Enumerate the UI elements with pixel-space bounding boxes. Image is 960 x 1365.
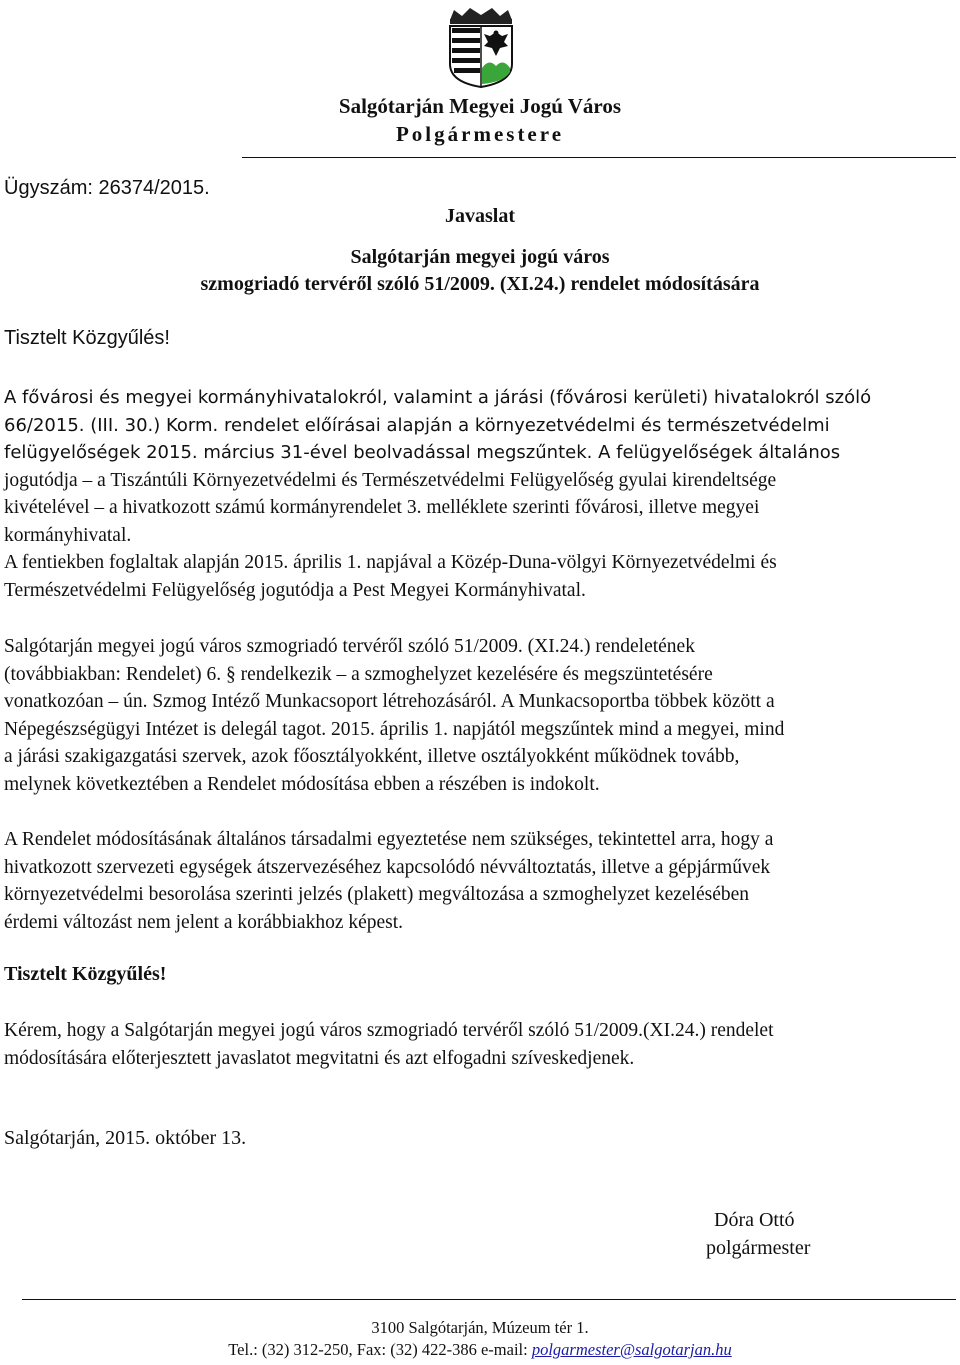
paragraph-line: kormányhivatal. xyxy=(4,524,132,546)
paragraph-line: hivatkozott szervezeti egységek átszervezéséhez kapcsolódó névváltoztatás, illetve a gépjárművek xyxy=(4,856,771,878)
footer-divider xyxy=(22,1299,956,1300)
footer-contact xyxy=(0,1340,960,1360)
header-divider xyxy=(242,157,956,158)
header-office: Polgármestere xyxy=(395,122,565,146)
signature-role: polgármester xyxy=(706,1237,811,1259)
footer-address: 3100 Salgótarján, Múzeum tér 1. xyxy=(371,1318,589,1337)
paragraph-line: (továbbiakban: Rendelet) 6. § rendelkezik – a szmoghelyzet kezelésére és megszüntetésére xyxy=(4,663,713,685)
paragraph-2 xyxy=(4,633,956,798)
paragraph-line: A fővárosi és megyei kormányhivatalokról, valamint a járási (fővárosi kerületi) hivatalokról szóló xyxy=(4,387,872,408)
paragraph-line: felügyelőségek 2015. március 31-ével beolvadással megszűntek. A felügyelőségek általános xyxy=(4,442,841,463)
greeting-bottom: Tisztelt Közgyűlés! xyxy=(4,963,167,985)
paragraph-line: a járási szakigazgatási szervek, azok főosztályokként, illetve osztályokként működnek tovább, xyxy=(4,746,740,767)
paragraph-line: kivételével – a hivatkozott számú kormányrendelet 3. melléklete szerinti fővárosi, illetve megyei xyxy=(4,497,760,518)
signature-name: Dóra Ottó xyxy=(714,1209,795,1231)
proposal-title-line2: szmogriadó tervéről szóló 51/2009. (XI.24.) rendelet módosítására xyxy=(200,273,760,295)
reference-number: Ügyszám: 26374/2015. xyxy=(4,177,210,199)
paragraph-line: jogutódja – a Tiszántúli Környezetvédelmi és Természetvédelmi Felügyelőség gyulai kirendeltsége xyxy=(4,469,777,491)
paragraph-line: Népegészségügyi Intézet is delegál tagot. 2015. április 1. napjától megszűntek mind a megyei, mind xyxy=(4,718,785,740)
paragraph-4 xyxy=(4,1017,956,1072)
proposal-label: Javaslat xyxy=(445,205,515,227)
paragraph-3 xyxy=(4,826,956,936)
paragraph-line: környezetvédelmi besorolása szerinti jelzés (plakett) megváltozása a szmoghelyzet kezelésében xyxy=(4,884,749,905)
proposal-title-line1: Salgótarján megyei jogú város xyxy=(350,246,610,268)
paragraph-1 xyxy=(4,384,956,604)
coat-of-arms-icon xyxy=(444,6,518,88)
paragraph-line: A fentiekben foglaltak alapján 2015. április 1. napjával a Közép-Duna-völgyi Környezetvédelmi és xyxy=(4,552,777,573)
paragraph-line: 66/2015. (III. 30.) Korm. rendelet előírásai alapján a környezetvédelmi és természetvédelmi xyxy=(4,414,830,436)
paragraph-line: A Rendelet módosításának általános társadalmi egyeztetése nem szükséges, tekintettel arra, hogy a xyxy=(4,829,774,850)
paragraph-line: melynek következtében a Rendelet módosítása ebben a részében is indokolt. xyxy=(4,773,600,795)
paragraph-line: módosítására előterjesztett javaslatot megvitatni és azt elfogadni szíveskedjenek. xyxy=(4,1047,635,1069)
document-date: Salgótarján, 2015. október 13. xyxy=(4,1127,247,1149)
paragraph-line: érdemi változást nem jelent a korábbiakhoz képest. xyxy=(4,911,404,933)
footer-contact-text: Tel.: (32) 312-250, Fax: (32) 422-386 e-mail: xyxy=(228,1340,532,1359)
greeting-top: Tisztelt Közgyűlés! xyxy=(4,327,170,349)
paragraph-line: Kérem, hogy a Salgótarján megyei jogú város szmogriadó tervéről szóló 51/2009.(XI.24.) rendelet xyxy=(4,1020,774,1041)
paragraph-line: Természetvédelmi Felügyelőség jogutódja a Pest Megyei Kormányhivatal. xyxy=(4,579,586,601)
paragraph-line: vonatkozóan – ún. Szmog Intéző Munkacsoport létrehozásáról. A Munkacsoportba többek között a xyxy=(4,691,775,712)
header-city: Salgótarján Megyei Jogú Város xyxy=(338,94,622,118)
paragraph-line: Salgótarján megyei jogú város szmogriadó tervéről szóló 51/2009. (XI.24.) rendeletének xyxy=(4,636,695,657)
email-link[interactable]: polgarmester@salgotarjan.hu xyxy=(531,1340,732,1359)
